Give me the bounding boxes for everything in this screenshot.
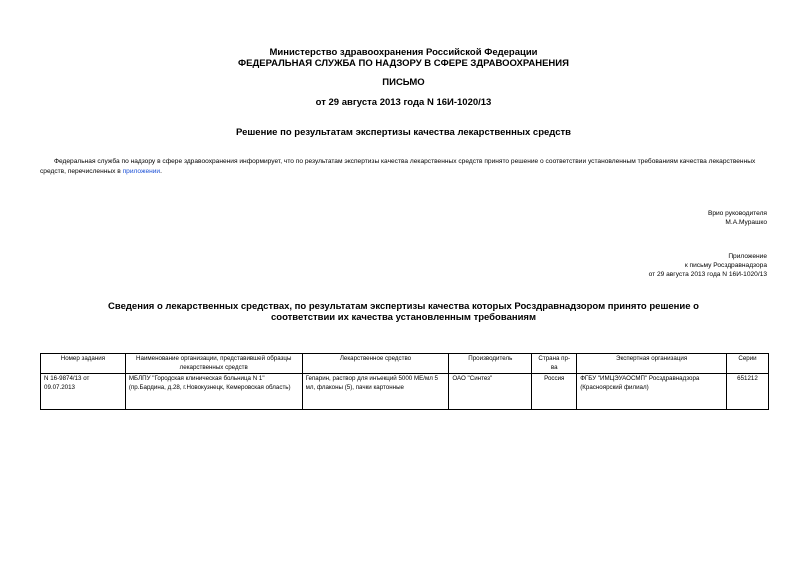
document-subject: Решение по результатам экспертизы качества лекарственных средств xyxy=(236,127,571,138)
cell-country: Россия xyxy=(532,374,577,410)
header-organization: Наименование организации, представившей образцы лекарственных средств xyxy=(125,354,302,374)
cell-series: 651212 xyxy=(727,374,769,410)
cell-organization: МБЛПУ "Городская клиническая больница N 1" (пр.Бардина, д.28, г.Новокузнецк, Кемеровская область) xyxy=(125,374,302,410)
cell-manufacturer: ОАО "Синтез" xyxy=(449,374,532,410)
appendix-letter-ref: к письму Росздравнадзора xyxy=(684,262,767,269)
body-text: Федеральная служба по надзору в сфере здравоохранения информирует, что по результатам экспертизы качества лекарственных средств принято решение о соответствии установленным требованиям качества лекарственных средств, перечисленных в xyxy=(40,158,756,175)
appendix-date: от 29 августа 2013 года N 16И-1020/13 xyxy=(648,271,767,278)
document-date-number: от 29 августа 2013 года N 16И-1020/13 xyxy=(315,97,492,108)
appendix-heading-block xyxy=(467,252,767,279)
medicines-table xyxy=(40,353,769,410)
cell-expert-organization: ФГБУ "ИМЦЭУАОСМП" Росздравнадзора (Красноярский филиал) xyxy=(577,374,727,410)
signature-block xyxy=(467,209,767,227)
cell-medicine: Гепарин, раствор для инъекций 5000 МЕ/мл 5 мл, флаконы (5), пачки картонные xyxy=(302,374,449,410)
signature-name: М.А.Мурашко xyxy=(725,219,767,226)
cell-task-number: N 16-9874/13 от 09.07.2013 xyxy=(41,374,126,410)
header-manufacturer: Производитель xyxy=(449,354,532,374)
body-text-end: . xyxy=(160,168,162,175)
appendix-label: Приложение xyxy=(728,253,767,260)
ministry-name: Министерство здравоохранения Российской Федерации xyxy=(269,47,538,58)
appendix-link[interactable]: приложении xyxy=(122,168,161,175)
header-series: Серии xyxy=(727,354,769,374)
service-name: ФЕДЕРАЛЬНАЯ СЛУЖБА ПО НАДЗОРУ В СФЕРЕ ЗДРАВООХРАНЕНИЯ xyxy=(238,58,569,69)
document-type: ПИСЬМО xyxy=(382,77,425,88)
signature-position: Врио руководителя xyxy=(707,210,767,217)
header-expert-organization: Экспертная организация xyxy=(577,354,727,374)
header-medicine: Лекарственное средство xyxy=(302,354,449,374)
header-country: Страна пр-ва xyxy=(532,354,577,374)
table-header-row xyxy=(41,354,769,374)
appendix-title: Сведения о лекарственных средствах, по результатам экспертизы качества которых Росздравнадзором принято решение о соответствии их качества установленным требованиям xyxy=(108,301,699,323)
header-task-number: Номер задания xyxy=(41,354,126,374)
body-paragraph xyxy=(40,157,770,177)
table-row xyxy=(41,374,769,410)
